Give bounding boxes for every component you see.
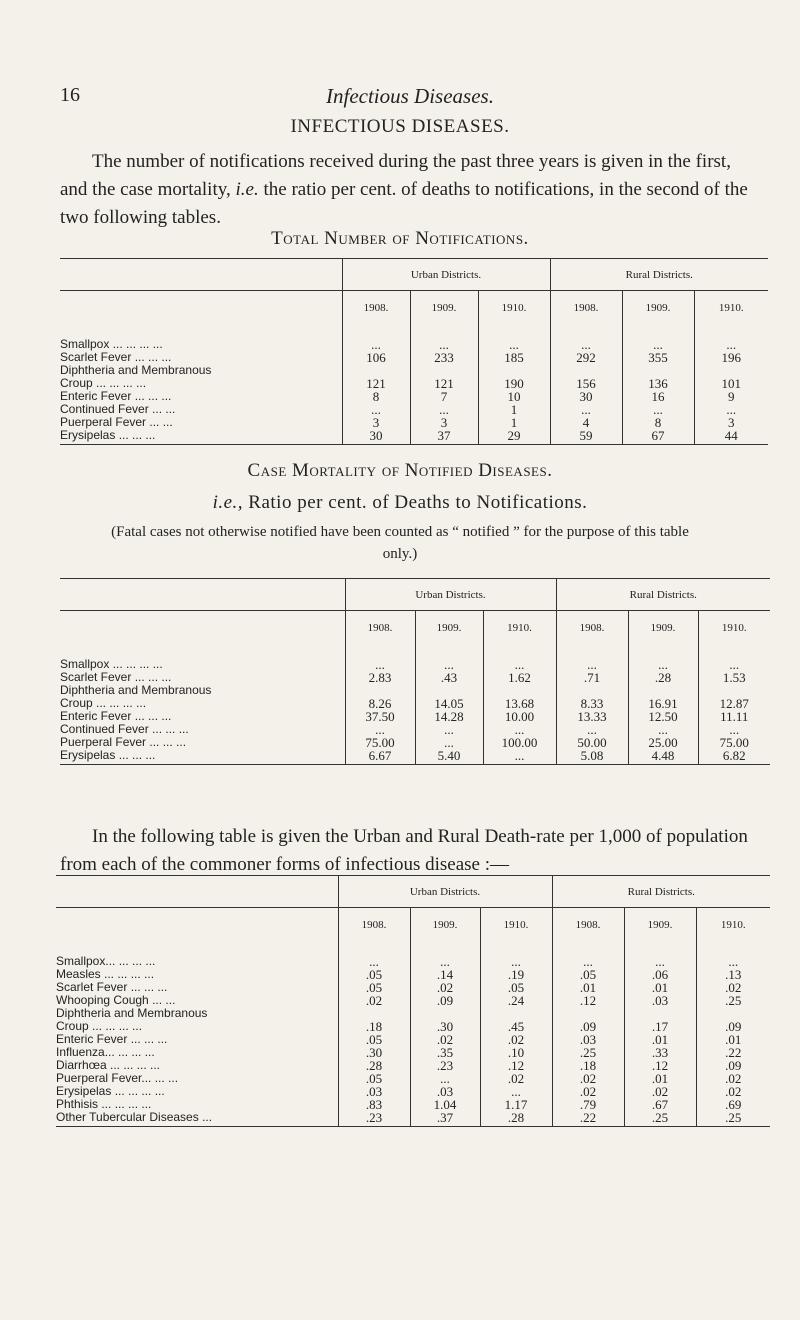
table-cell: .25 (696, 994, 770, 1007)
table-cell: ... (483, 749, 556, 762)
table-cell: ... (628, 658, 698, 671)
table-cell: 14.28 (415, 710, 483, 723)
table-cell: .03 (338, 1085, 410, 1098)
table-cell: .12 (552, 994, 624, 1007)
table-cell: .02 (410, 1033, 480, 1046)
table-cell: ... (410, 1072, 480, 1085)
label-header (60, 259, 342, 291)
table-cell: 25.00 (628, 736, 698, 749)
table-row (56, 1033, 770, 1046)
table1-title: Total Number of Notifications. (271, 228, 529, 249)
year-header: 1910. (478, 291, 550, 325)
table-cell: ... (696, 955, 770, 968)
row-label: Scarlet Fever ... ... ... (56, 979, 168, 994)
year-header: 1909. (410, 908, 480, 942)
table-cell: 101 (694, 377, 768, 390)
table-cell: .19 (480, 968, 552, 981)
table-cell: ... (698, 723, 770, 736)
table-row (60, 658, 770, 671)
table-cell: 6.82 (698, 749, 770, 762)
table-cell: ... (480, 1085, 552, 1098)
table-cell: 2.83 (345, 671, 415, 684)
table-cell: .69 (696, 1098, 770, 1111)
table-cell: .09 (552, 1020, 624, 1033)
table-cell (694, 364, 768, 377)
table-cell: .22 (552, 1111, 624, 1124)
row-label: Smallpox ... ... ... ... (60, 656, 163, 671)
table-cell: 121 (410, 377, 478, 390)
table-cell: .30 (410, 1020, 480, 1033)
table-cell: 1 (478, 416, 550, 429)
table-cell: .02 (696, 1085, 770, 1098)
rural-header: Rural Districts. (550, 259, 768, 291)
table-cell (410, 364, 478, 377)
table-cell: 44 (694, 429, 768, 442)
table-cell: 6.67 (345, 749, 415, 762)
table-cell: 59 (550, 429, 622, 442)
table-cell: ... (550, 403, 622, 416)
table-cell: 1 (478, 403, 550, 416)
table-cell (698, 684, 770, 697)
running-title: Infectious Diseases. (326, 84, 494, 108)
table-row (56, 968, 770, 981)
table-cell: ... (483, 658, 556, 671)
table-row (56, 1085, 770, 1098)
table-cell: .18 (552, 1059, 624, 1072)
row-label: Continued Fever ... ... ... (60, 721, 189, 736)
table-cell: 16 (622, 390, 694, 403)
row-label: Influenza... ... ... ... (56, 1044, 155, 1059)
table-row (60, 723, 770, 736)
table-cell: ... (410, 338, 478, 351)
table-cell: 355 (622, 351, 694, 364)
table-cell: .12 (480, 1059, 552, 1072)
table-row (60, 351, 768, 364)
table-cell: ... (698, 658, 770, 671)
table-cell: 185 (478, 351, 550, 364)
table-cell: ... (694, 338, 768, 351)
table-cell: 9 (694, 390, 768, 403)
row-label: Smallpox ... ... ... ... (60, 336, 163, 351)
table-cell: .25 (696, 1111, 770, 1124)
urban-header: Urban Districts. (345, 579, 556, 611)
table-cell: 1.17 (480, 1098, 552, 1111)
table-cell: .02 (624, 1085, 696, 1098)
year-header: 1910. (694, 291, 768, 325)
table-row (60, 710, 770, 723)
table-cell: .43 (415, 671, 483, 684)
table-row (56, 1007, 770, 1020)
table-row (56, 1020, 770, 1033)
table-cell: ... (342, 338, 410, 351)
row-label: Measles ... ... ... ... (56, 966, 155, 981)
table-cell (480, 1007, 552, 1020)
row-label: Other Tubercular Diseases ... (56, 1109, 213, 1124)
table-cell: 11.11 (698, 710, 770, 723)
table-cell: .02 (552, 1085, 624, 1098)
table-cell: .28 (628, 671, 698, 684)
table-cell: .05 (338, 968, 410, 981)
table-cell: .79 (552, 1098, 624, 1111)
row-label: Enteric Fever ... ... ... (56, 1031, 168, 1046)
death-rate-table (56, 875, 770, 1127)
table-cell: ... (478, 338, 550, 351)
table-cell: ... (342, 403, 410, 416)
table-cell: ... (345, 723, 415, 736)
table-row (56, 1098, 770, 1111)
table-cell: .12 (624, 1059, 696, 1072)
table2-title: Case Mortality of Notified Diseases. (247, 460, 553, 481)
table-cell: 136 (622, 377, 694, 390)
table-cell: .03 (552, 1033, 624, 1046)
table-cell: 30 (550, 390, 622, 403)
row-label: Croup ... ... ... ... (60, 375, 147, 390)
row-label: Continued Fever ... ... (60, 401, 176, 416)
table-cell: 1.53 (698, 671, 770, 684)
table-row (60, 390, 768, 403)
table-cell (415, 684, 483, 697)
table-cell: 121 (342, 377, 410, 390)
table-cell: 10.00 (483, 710, 556, 723)
intro-paragraph (60, 148, 760, 232)
table-cell: .24 (480, 994, 552, 1007)
table-cell: ... (415, 736, 483, 749)
notifications-table (60, 258, 768, 445)
table-cell: .30 (338, 1046, 410, 1059)
table-cell: .06 (624, 968, 696, 981)
table-cell: 30 (342, 429, 410, 442)
table-cell: 13.68 (483, 697, 556, 710)
table-cell: .05 (338, 1033, 410, 1046)
table-cell: ... (415, 658, 483, 671)
year-header: 1910. (696, 908, 770, 942)
table-cell: .25 (624, 1111, 696, 1124)
table-cell: .01 (696, 1033, 770, 1046)
table-cell (624, 1007, 696, 1020)
table-cell: ... (552, 955, 624, 968)
table-cell: 196 (694, 351, 768, 364)
table-cell (628, 684, 698, 697)
urban-header: Urban Districts. (342, 259, 550, 291)
table-cell: 3 (342, 416, 410, 429)
page-number: 16 (60, 84, 80, 106)
table-cell: .01 (624, 1033, 696, 1046)
table-cell: .28 (338, 1059, 410, 1072)
table-cell (338, 1007, 410, 1020)
table-cell: 1.62 (483, 671, 556, 684)
row-label: Enteric Fever ... ... ... (60, 388, 172, 403)
year-header: 1909. (622, 291, 694, 325)
table-row (60, 338, 768, 351)
table-cell: .09 (696, 1059, 770, 1072)
table-cell (410, 1007, 480, 1020)
table-cell: .05 (480, 981, 552, 994)
row-label: Diphtheria and Membranous (56, 1005, 208, 1020)
table-cell: .83 (338, 1098, 410, 1111)
year-header: 1910. (483, 611, 556, 645)
table2-subtitle-text: Ratio per cent. of Deaths to Notifications. (243, 492, 588, 513)
table-row (56, 1072, 770, 1085)
table-cell: .28 (480, 1111, 552, 1124)
table-cell: .25 (552, 1046, 624, 1059)
year-header: 1908. (342, 291, 410, 325)
table-cell: .45 (480, 1020, 552, 1033)
table-cell: 67 (622, 429, 694, 442)
row-label: Diphtheria and Membranous (60, 682, 212, 697)
table-row (60, 429, 768, 442)
table-cell: .37 (410, 1111, 480, 1124)
running-head (60, 84, 760, 114)
table-cell: ... (415, 723, 483, 736)
table-cell (478, 364, 550, 377)
table-cell: .05 (552, 968, 624, 981)
table-row (56, 981, 770, 994)
table-cell: .18 (338, 1020, 410, 1033)
table-cell: .10 (480, 1046, 552, 1059)
table-cell: 75.00 (698, 736, 770, 749)
table-row (60, 684, 770, 697)
table-cell: .01 (624, 1072, 696, 1085)
row-label: Diphtheria and Membranous (60, 362, 212, 377)
year-header: 1908. (345, 611, 415, 645)
row-label: Erysipelas ... ... ... ... (56, 1083, 165, 1098)
table-cell: 29 (478, 429, 550, 442)
urban-header: Urban Districts. (338, 876, 552, 908)
table2-subtitle-ie: i.e., (212, 492, 244, 513)
table-cell: 5.40 (415, 749, 483, 762)
table-row (60, 377, 768, 390)
table-cell: ... (345, 658, 415, 671)
table-cell: .01 (552, 981, 624, 994)
table-cell: .03 (410, 1085, 480, 1098)
year-header: 1908. (550, 291, 622, 325)
table-cell: .02 (338, 994, 410, 1007)
table-cell: .02 (696, 981, 770, 994)
year-header: 1908. (556, 611, 628, 645)
table-cell (342, 364, 410, 377)
table-cell: 100.00 (483, 736, 556, 749)
table-cell (483, 684, 556, 697)
table-row (60, 364, 768, 377)
table-cell: ... (410, 403, 478, 416)
table-row (60, 416, 768, 429)
row-label: Erysipelas ... ... ... (60, 427, 156, 442)
table-cell: ... (550, 338, 622, 351)
row-label: Phthisis ... ... ... ... (56, 1096, 152, 1111)
table-cell (696, 1007, 770, 1020)
row-label: Puerperal Fever ... ... (60, 414, 173, 429)
table-cell: 16.91 (628, 697, 698, 710)
year-header: 1910. (698, 611, 770, 645)
table-row (60, 671, 770, 684)
table-cell: ... (410, 955, 480, 968)
table-cell: 37.50 (345, 710, 415, 723)
table-row (56, 1111, 770, 1124)
table-cell: 14.05 (415, 697, 483, 710)
table2-note: (Fatal cases not otherwise notified have been counted as “ notified ” for the purpose of this table only.) (111, 524, 689, 562)
table-cell: ... (338, 955, 410, 968)
table-cell: ... (628, 723, 698, 736)
table-row (56, 955, 770, 968)
year-header: 1910. (480, 908, 552, 942)
table-cell: 1.04 (410, 1098, 480, 1111)
table-cell: .02 (410, 981, 480, 994)
table-cell: .03 (624, 994, 696, 1007)
table-cell: .02 (696, 1072, 770, 1085)
row-label: Scarlet Fever ... ... ... (60, 669, 172, 684)
table-cell: .33 (624, 1046, 696, 1059)
row-label: Croup ... ... ... ... (56, 1018, 143, 1033)
table-cell: ... (483, 723, 556, 736)
table-row (56, 1059, 770, 1072)
row-label: Smallpox... ... ... ... (56, 953, 156, 968)
table-cell: 3 (410, 416, 478, 429)
table-cell: .23 (338, 1111, 410, 1124)
table-cell: .01 (624, 981, 696, 994)
year-header: 1909. (410, 291, 478, 325)
table-row (60, 749, 770, 762)
section-heading: INFECTIOUS DISEASES. (290, 116, 510, 137)
table-cell: .14 (410, 968, 480, 981)
table2-subtitle (0, 492, 800, 514)
table-cell: 13.33 (556, 710, 628, 723)
row-label: Erysipelas ... ... ... (60, 747, 156, 762)
table3-intro: In the following table is given the Urban and Rural Death-rate per 1,000 of population from each of the commoner forms of infectious disease :— (60, 826, 748, 875)
table-cell: 8.26 (345, 697, 415, 710)
row-label: Diarrhœa ... ... ... ... (56, 1057, 161, 1072)
table-cell: 12.50 (628, 710, 698, 723)
row-label: Scarlet Fever ... ... ... (60, 349, 172, 364)
table-cell: 37 (410, 429, 478, 442)
table-cell: .67 (624, 1098, 696, 1111)
table-cell: 10 (478, 390, 550, 403)
table-cell (550, 364, 622, 377)
table-cell: 8 (342, 390, 410, 403)
case-mortality-table (60, 578, 770, 765)
table-cell: .02 (552, 1072, 624, 1085)
table-cell: .05 (338, 1072, 410, 1085)
row-label: Enteric Fever ... ... ... (60, 708, 172, 723)
table-cell: 12.87 (698, 697, 770, 710)
table-cell: ... (556, 658, 628, 671)
table-cell: ... (622, 403, 694, 416)
table-row (60, 403, 768, 416)
intro-text-b: the ratio per cent. of deaths to notifications, in the second of the two following tables. (60, 179, 748, 228)
table-cell: 50.00 (556, 736, 628, 749)
table-cell: .22 (696, 1046, 770, 1059)
row-label: Puerperal Fever ... ... ... (60, 734, 187, 749)
table-cell: .23 (410, 1059, 480, 1072)
table-cell: .05 (338, 981, 410, 994)
table-row (60, 697, 770, 710)
table-cell: .71 (556, 671, 628, 684)
rural-header: Rural Districts. (556, 579, 770, 611)
table-cell: .02 (480, 1033, 552, 1046)
table-row (56, 994, 770, 1007)
table-cell: ... (694, 403, 768, 416)
table-cell: .02 (480, 1072, 552, 1085)
table-cell: 5.08 (556, 749, 628, 762)
table-cell: 75.00 (345, 736, 415, 749)
table-cell: ... (480, 955, 552, 968)
table-cell: .35 (410, 1046, 480, 1059)
year-header: 1908. (338, 908, 410, 942)
rural-header: Rural Districts. (552, 876, 770, 908)
row-label: Whooping Cough ... ... (56, 992, 176, 1007)
table-cell: .09 (696, 1020, 770, 1033)
year-header: 1909. (624, 908, 696, 942)
table-cell: 292 (550, 351, 622, 364)
table-cell: 3 (694, 416, 768, 429)
table-cell: ... (624, 955, 696, 968)
table-cell: 8.33 (556, 697, 628, 710)
table-cell: 233 (410, 351, 478, 364)
year-header: 1909. (628, 611, 698, 645)
table-cell (552, 1007, 624, 1020)
table-cell: 7 (410, 390, 478, 403)
table-cell: 106 (342, 351, 410, 364)
table-cell: ... (622, 338, 694, 351)
table-cell (622, 364, 694, 377)
year-header: 1908. (552, 908, 624, 942)
row-label: Puerperal Fever... ... ... (56, 1070, 179, 1085)
table-cell: .09 (410, 994, 480, 1007)
table-cell (556, 684, 628, 697)
table-cell (345, 684, 415, 697)
intro-text-a: The number of notifications received during the past three years is given in the first, and the case mortality, (60, 151, 731, 200)
year-header: 1909. (415, 611, 483, 645)
table-cell: 4.48 (628, 749, 698, 762)
table-row (60, 736, 770, 749)
row-label: Croup ... ... ... ... (60, 695, 147, 710)
table-cell: .13 (696, 968, 770, 981)
table-cell: 4 (550, 416, 622, 429)
table-cell: .17 (624, 1020, 696, 1033)
table-cell: 190 (478, 377, 550, 390)
table-cell: ... (556, 723, 628, 736)
intro-ie: i.e. (235, 179, 259, 200)
table-row (56, 1046, 770, 1059)
table-cell: 8 (622, 416, 694, 429)
table-cell: 156 (550, 377, 622, 390)
